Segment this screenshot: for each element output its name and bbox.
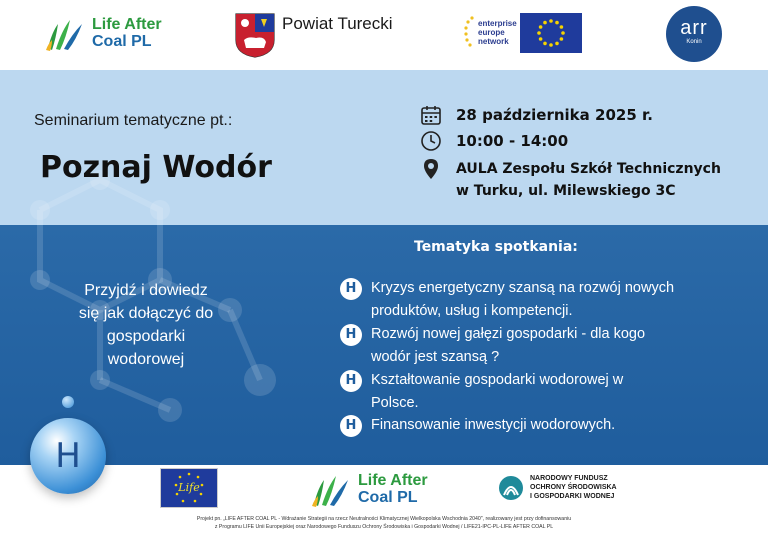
topic-line1: Kształtowanie gospodarki wodorowej w	[371, 372, 624, 388]
topic-line2: wodór jest szansą ?	[371, 349, 500, 365]
life-after-coal-leaf-icon	[310, 470, 352, 508]
nfos-line3: I GOSPODARKI WODNEJ	[530, 493, 615, 500]
topic-line2: produktów, usług i kompetencji.	[371, 303, 573, 319]
een-line1: enterprise	[478, 18, 517, 28]
event-date-row	[420, 104, 653, 126]
project-footnote	[120, 515, 648, 531]
nfosigw-logo	[498, 474, 617, 501]
hydrogen-icon: H	[340, 324, 362, 346]
hydrogen-sphere: H	[30, 418, 106, 494]
invitation-text	[66, 279, 226, 371]
eu-flag-icon	[520, 13, 582, 53]
life-after-coal-logo	[44, 14, 162, 52]
een-line2: europe	[478, 27, 505, 37]
hydrogen-icon: H	[340, 370, 362, 392]
event-venue-line1: AULA Zespołu Szkół Technicznych	[456, 161, 721, 177]
lac-footer-line2: Coal PL	[358, 489, 418, 506]
topic-line1: Rozwój nowej gałęzi gospodarki - dla kogo	[371, 326, 646, 342]
invite-line4: wodorowej	[107, 351, 185, 368]
topics-heading: Tematyka spotkania:	[414, 239, 578, 255]
life-after-coal-logo-footer	[310, 470, 428, 508]
event-date: 28 października 2025 r.	[456, 106, 653, 124]
arr-main: arr	[680, 17, 708, 39]
lac-line2: Coal PL	[92, 33, 152, 50]
topic-item	[340, 369, 701, 415]
event-time: 10:00 - 14:00	[456, 132, 569, 150]
nfos-line1: NARODOWY FUNDUSZ	[530, 475, 608, 482]
lac-line1: Life After	[92, 16, 162, 33]
topic-line2: Polsce.	[371, 395, 419, 411]
life-word: Life	[178, 481, 200, 494]
een-line3: network	[478, 36, 509, 46]
topic-line1: Finansowanie inwestycji wodorowych.	[371, 417, 616, 433]
invite-line3: gospodarki	[106, 328, 186, 345]
topic-line1: Kryzys energetyczny szansą na rozwój nowych	[371, 280, 675, 296]
event-venue-line2: w Turku, ul. Milewskiego 3C	[456, 183, 676, 199]
electron-dot	[62, 396, 74, 408]
footnote-line2: z Programu LIFE Unii Europejskiej oraz Narodowego Funduszu Ochrony Środowiska i Gospodarki Wodnej / LIFE21-IPC-PL-LIFE AFTER COAL PL	[214, 524, 554, 530]
clock-icon	[420, 130, 442, 152]
hydrogen-icon: H	[340, 278, 362, 300]
een-logo	[462, 12, 517, 52]
invite-line1: Przyjdź i dowiedz	[84, 282, 208, 299]
event-time-row	[420, 130, 568, 152]
coat-of-arms-icon	[234, 12, 276, 58]
topic-item	[340, 277, 701, 323]
een-stars-icon	[462, 12, 476, 52]
life-after-coal-leaf-icon	[44, 14, 86, 52]
location-pin-icon	[420, 158, 442, 180]
seminar-label: Seminarium tematyczne pt.:	[34, 112, 233, 129]
footnote-line1: Projekt pn. „LIFE AFTER COAL PL - Wdrażanie Strategii na rzecz Neutralności Klimatycznej Wielkopolska Wschodnia 2040", realizowany jest przy dofinansowaniu	[196, 516, 572, 522]
eu-life-logo	[160, 468, 218, 508]
topic-item	[340, 323, 701, 369]
page-title: Poznaj Wodór	[40, 150, 272, 185]
calendar-icon	[420, 104, 442, 126]
arr-sub: Konin	[686, 39, 702, 45]
nfosigw-emblem-icon	[498, 475, 524, 501]
powiat-logo	[234, 12, 393, 58]
topic-item	[340, 414, 701, 437]
powiat-name: Powiat Turecki	[282, 14, 393, 33]
lac-footer-line1: Life After	[358, 472, 428, 489]
nfos-line2: OCHRONY ŚRODOWISKA	[530, 484, 617, 491]
arr-konin-logo	[666, 6, 722, 62]
event-venue-row	[420, 158, 721, 202]
invite-line2: się jak dołączyć do	[78, 305, 214, 322]
hydrogen-icon: H	[340, 415, 362, 437]
